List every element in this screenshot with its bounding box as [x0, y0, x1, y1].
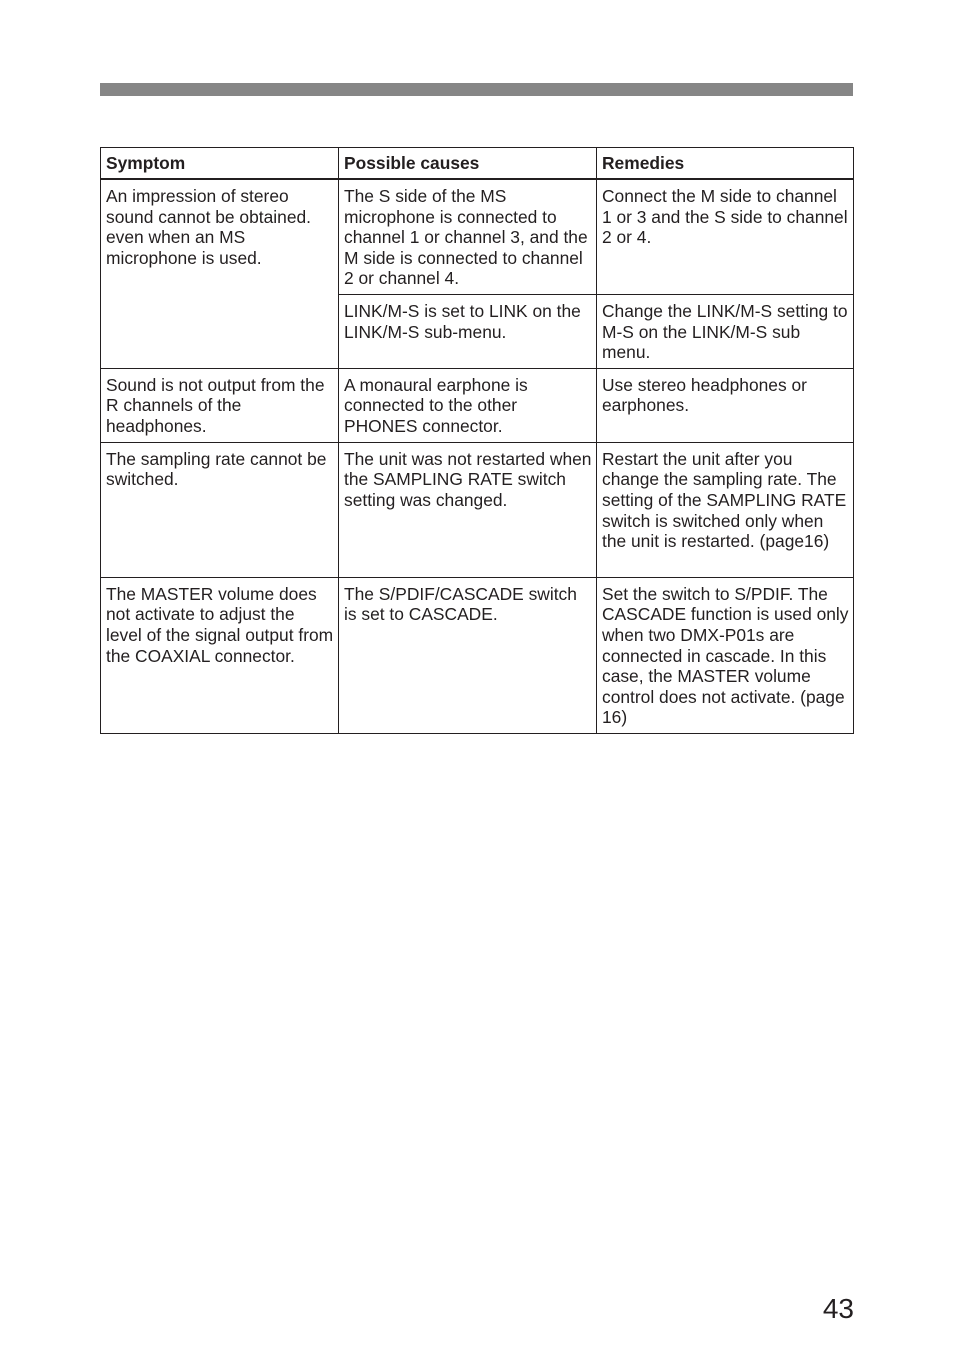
symptom-cell: The sampling rate cannot be switched.	[101, 442, 339, 577]
table-row	[101, 577, 854, 733]
table-row	[101, 179, 854, 294]
cause-cell: The S/PDIF/CASCADE switch is set to CASCADE.	[339, 577, 597, 733]
cause-cell: The unit was not restarted when the SAMPLING RATE switch setting was changed.	[339, 442, 597, 577]
remedy-cell: Connect the M side to channel 1 or 3 and the S side to channel 2 or 4.	[597, 179, 854, 294]
table-header-row	[101, 148, 854, 180]
symptom-cell: The MASTER volume does not activate to adjust the level of the signal output from the COAXIAL connector.	[101, 577, 339, 733]
symptom-cell: Sound is not output from the R channels of the headphones.	[101, 368, 339, 442]
table-row	[101, 368, 854, 442]
column-header-symptom: Symptom	[101, 148, 339, 180]
column-header-remedies: Remedies	[597, 148, 854, 180]
remedy-cell: Use stereo headphones or earphones.	[597, 368, 854, 442]
page-number: 43	[822, 1293, 854, 1324]
cause-cell: A monaural earphone is connected to the other PHONES connector.	[339, 368, 597, 442]
cause-cell: The S side of the MS microphone is connected to channel 1 or channel 3, and the M side is connected to channel 2 or channel 4.	[339, 179, 597, 294]
remedy-cell: Restart the unit after you change the sampling rate. The setting of the SAMPLING RATE switch is switched only when the unit is restarted. (page16)	[597, 442, 854, 577]
column-header-causes: Possible causes	[339, 148, 597, 180]
table-row	[101, 442, 854, 577]
header-rule	[100, 83, 853, 96]
troubleshooting-table	[100, 147, 854, 734]
cause-cell: LINK/M-S is set to LINK on the LINK/M-S sub-menu.	[339, 294, 597, 368]
remedy-cell: Set the switch to S/PDIF. The CASCADE function is used only when two DMX-P01s are connected in cascade. In this case, the MASTER volume control does not activate. (page 16)	[597, 577, 854, 733]
remedy-cell: Change the LINK/M-S setting to M-S on the LINK/M-S sub menu.	[597, 294, 854, 368]
symptom-cell: An impression of stereo sound cannot be obtained. even when an MS microphone is used.	[101, 179, 339, 368]
